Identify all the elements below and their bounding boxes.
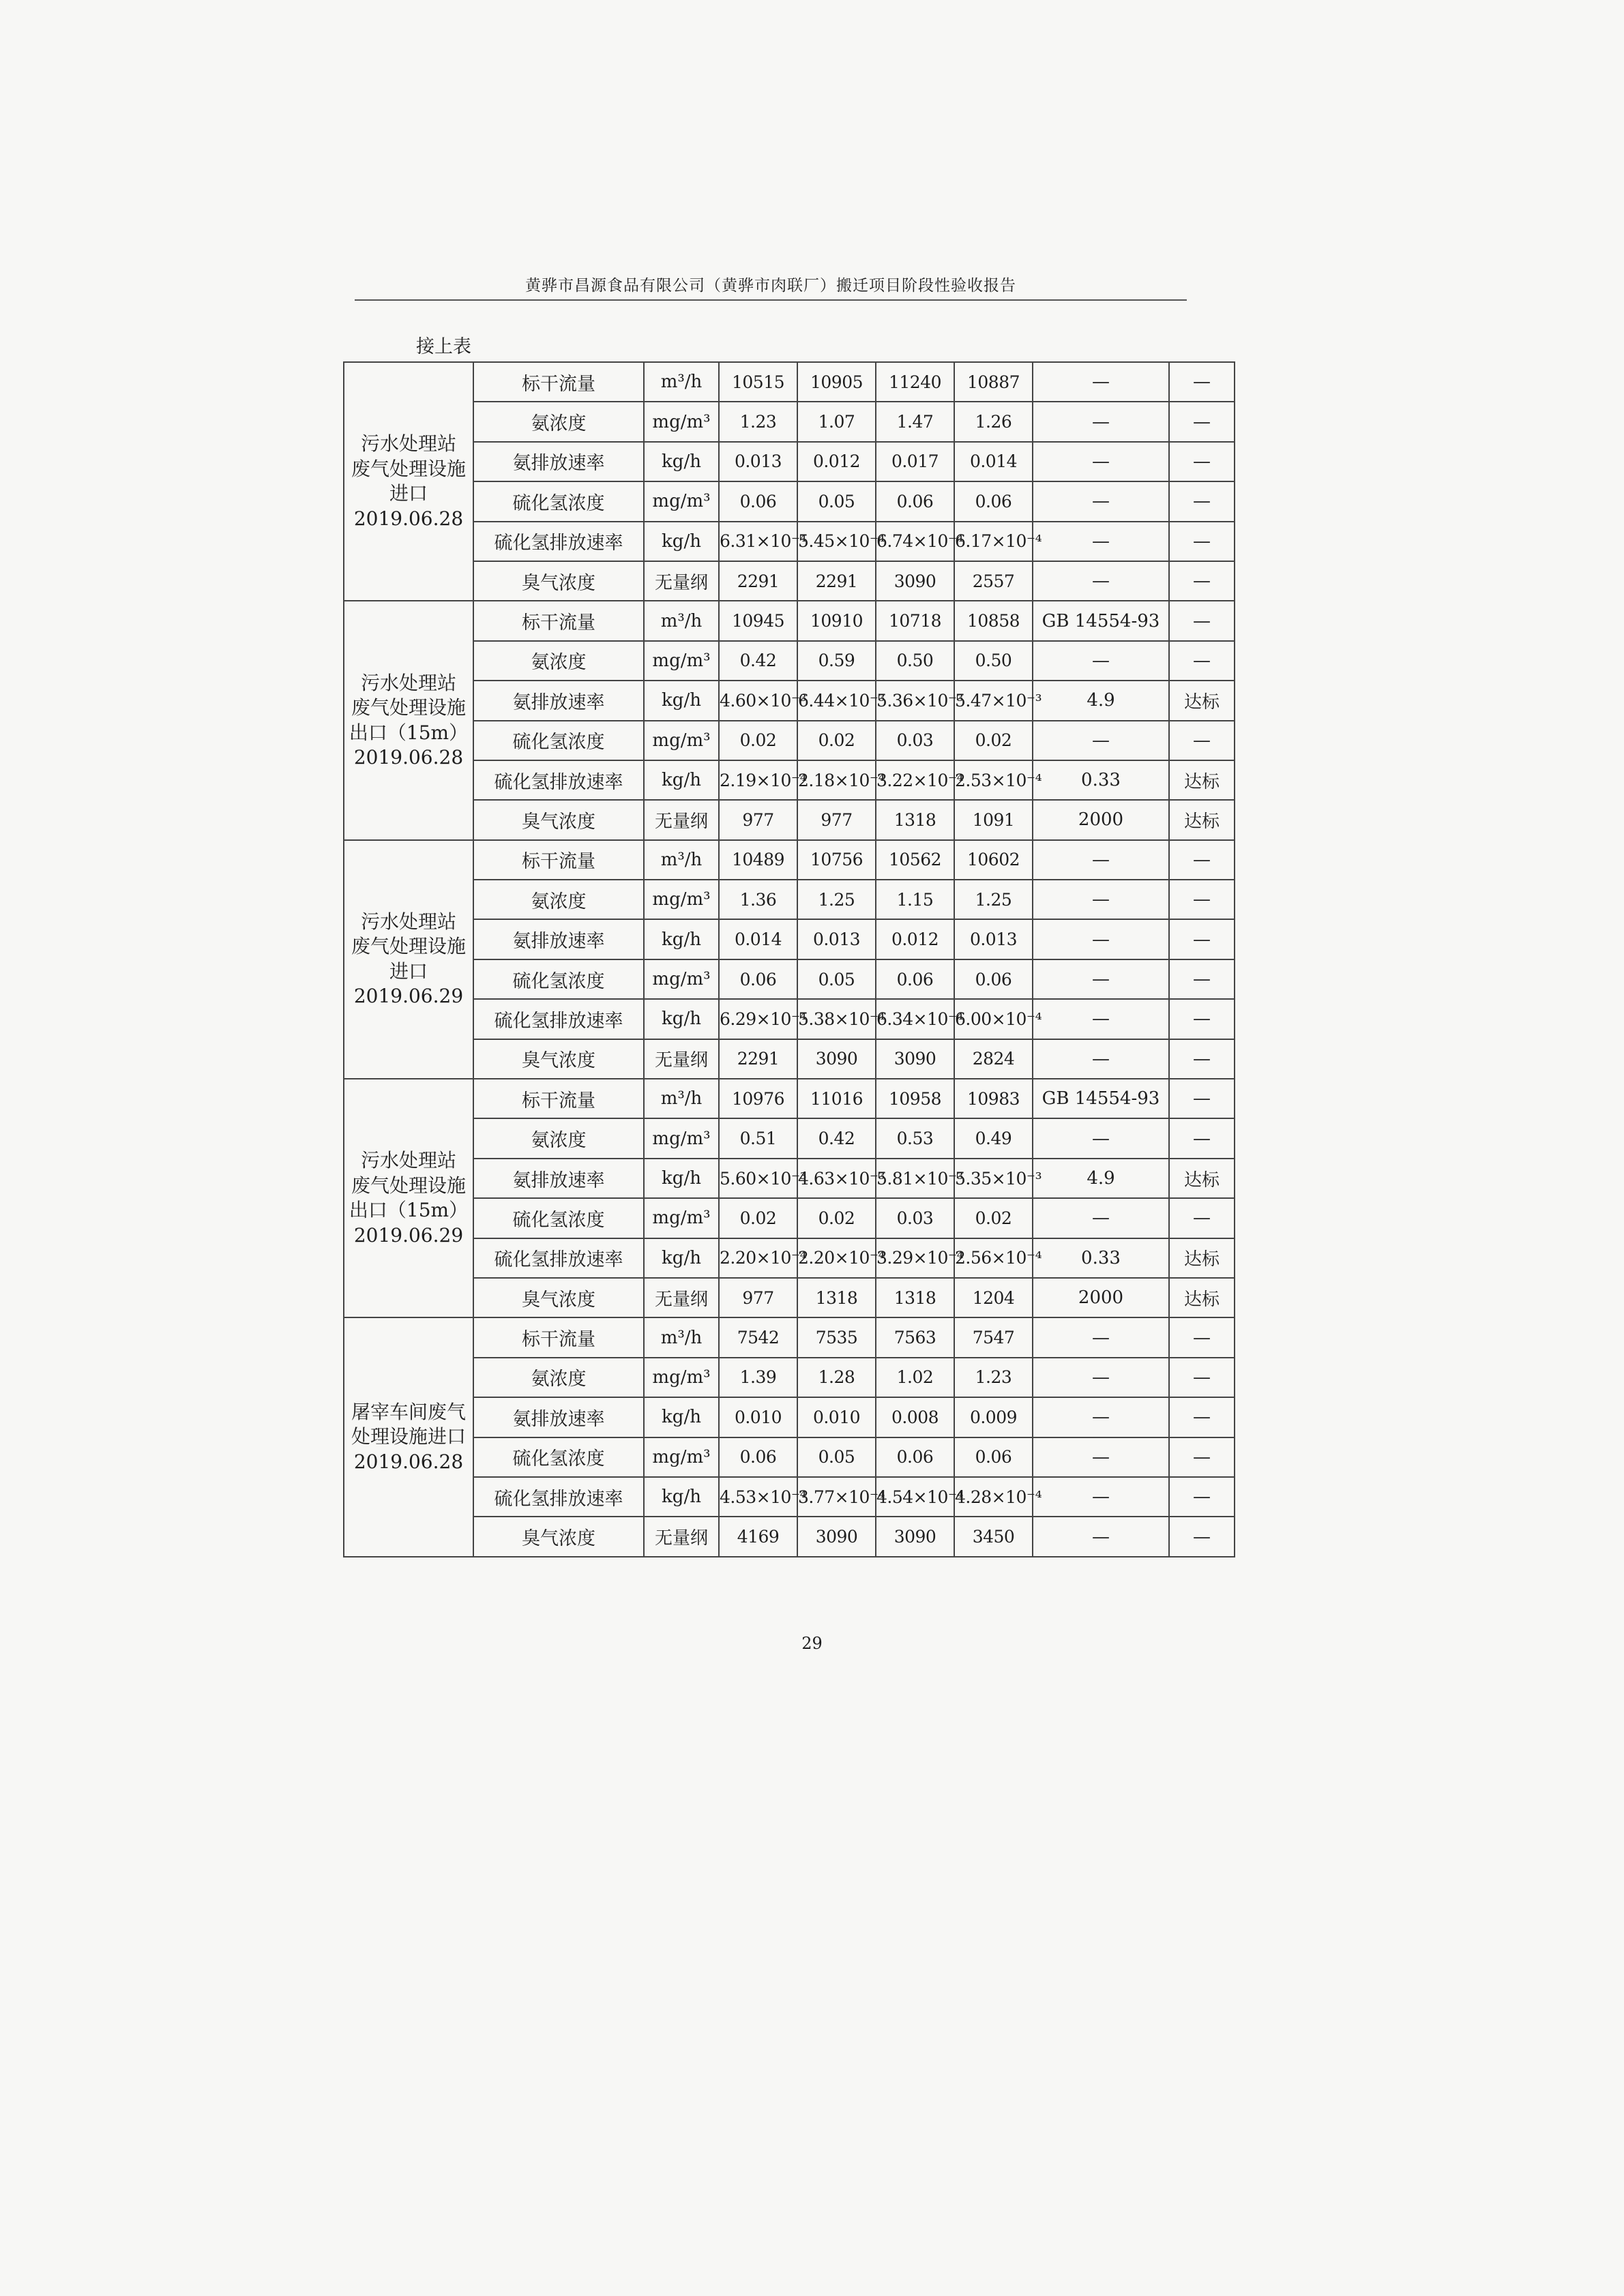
result-cell: — <box>1169 481 1235 521</box>
value-cell: 1.02 <box>876 1358 954 1397</box>
value-cell: 0.50 <box>954 641 1033 681</box>
value-cell: 3.22×10⁻⁴ <box>876 760 954 800</box>
value-cell: 0.06 <box>719 481 797 521</box>
unit-cell: 无量纲 <box>644 1517 719 1556</box>
value-cell: 0.06 <box>719 1437 797 1477</box>
value-cell: 0.06 <box>954 959 1033 999</box>
table-row <box>344 1198 1235 1238</box>
location-line: 废气处理设施 <box>351 935 466 958</box>
table-row <box>344 561 1235 601</box>
value-cell: 0.013 <box>719 442 797 481</box>
item-cell: 硫化氢浓度 <box>473 1437 644 1477</box>
monitoring-results-table <box>343 361 1235 1557</box>
value-cell: 977 <box>797 800 876 839</box>
value-cell: 0.05 <box>797 481 876 521</box>
location-cell <box>344 840 473 1079</box>
location-line: 污水处理站 <box>360 1149 456 1172</box>
standard-cell: — <box>1033 1118 1169 1158</box>
item-cell: 氨排放速率 <box>473 919 644 959</box>
value-cell: 10887 <box>954 362 1033 402</box>
unit-cell: kg/h <box>644 999 719 1039</box>
result-cell: — <box>1169 880 1235 919</box>
standard-cell: — <box>1033 1477 1169 1517</box>
unit-cell: mg/m³ <box>644 1198 719 1238</box>
standard-cell: 0.33 <box>1033 1238 1169 1278</box>
value-cell: 1.07 <box>797 402 876 441</box>
table-row <box>344 481 1235 521</box>
value-cell: 6.31×10⁻⁴ <box>719 522 797 561</box>
value-cell: 7535 <box>797 1317 876 1357</box>
unit-cell: kg/h <box>644 522 719 561</box>
result-cell: — <box>1169 999 1235 1039</box>
value-cell: 2557 <box>954 561 1033 601</box>
value-cell: 2291 <box>719 1039 797 1079</box>
unit-cell: mg/m³ <box>644 481 719 521</box>
result-cell: — <box>1169 402 1235 441</box>
value-cell: 5.35×10⁻³ <box>954 1159 1033 1198</box>
value-cell: 1091 <box>954 800 1033 839</box>
value-cell: 11240 <box>876 362 954 402</box>
table-row <box>344 362 1235 402</box>
value-cell: 0.06 <box>719 959 797 999</box>
item-cell: 氨浓度 <box>473 880 644 919</box>
value-cell: 10718 <box>876 601 954 640</box>
location-line: 出口（15m） <box>349 721 469 744</box>
value-cell: 6.34×10⁻⁴ <box>876 999 954 1039</box>
result-cell: — <box>1169 1317 1235 1357</box>
value-cell: 0.06 <box>954 1437 1033 1477</box>
value-cell: 7563 <box>876 1317 954 1357</box>
value-cell: 10910 <box>797 601 876 640</box>
standard-cell: — <box>1033 442 1169 481</box>
value-cell: 0.009 <box>954 1397 1033 1437</box>
item-cell: 臭气浓度 <box>473 1039 644 1079</box>
standard-cell: — <box>1033 522 1169 561</box>
table-row <box>344 1159 1235 1198</box>
result-cell: — <box>1169 1437 1235 1477</box>
result-cell: — <box>1169 561 1235 601</box>
unit-cell: mg/m³ <box>644 1358 719 1397</box>
value-cell: 1.36 <box>719 880 797 919</box>
value-cell: 11016 <box>797 1079 876 1118</box>
value-cell: 3090 <box>876 1039 954 1079</box>
value-cell: 1318 <box>876 800 954 839</box>
unit-cell: kg/h <box>644 442 719 481</box>
value-cell: 0.59 <box>797 641 876 681</box>
value-cell: 10858 <box>954 601 1033 640</box>
unit-cell: 无量纲 <box>644 1039 719 1079</box>
table-row <box>344 959 1235 999</box>
standard-cell: — <box>1033 959 1169 999</box>
value-cell: 0.02 <box>719 721 797 760</box>
value-cell: 0.017 <box>876 442 954 481</box>
unit-cell: m³/h <box>644 601 719 640</box>
value-cell: 4.53×10⁻⁴ <box>719 1477 797 1517</box>
unit-cell: 无量纲 <box>644 800 719 839</box>
value-cell: 2.19×10⁻⁴ <box>719 760 797 800</box>
result-cell: — <box>1169 1118 1235 1158</box>
value-cell: 1318 <box>797 1278 876 1317</box>
table-row <box>344 1118 1235 1158</box>
value-cell: 7542 <box>719 1317 797 1357</box>
value-cell: 2291 <box>719 561 797 601</box>
unit-cell: m³/h <box>644 840 719 880</box>
location-line: 废气处理设施 <box>351 1174 466 1197</box>
table-row <box>344 999 1235 1039</box>
page-header: 黄骅市昌源食品有限公司（黄骅市肉联厂）搬迁项目阶段性验收报告 <box>355 273 1187 301</box>
value-cell: 0.014 <box>954 442 1033 481</box>
standard-cell: — <box>1033 1039 1169 1079</box>
value-cell: 0.02 <box>719 1198 797 1238</box>
value-cell: 10905 <box>797 362 876 402</box>
result-cell: — <box>1169 959 1235 999</box>
location-line: 处理设施进口 <box>351 1425 466 1448</box>
value-cell: 0.02 <box>797 721 876 760</box>
value-cell: 6.00×10⁻⁴ <box>954 999 1033 1039</box>
result-cell: — <box>1169 442 1235 481</box>
value-cell: 10958 <box>876 1079 954 1118</box>
unit-cell: 无量纲 <box>644 1278 719 1317</box>
item-cell: 硫化氢排放速率 <box>473 760 644 800</box>
item-cell: 硫化氢浓度 <box>473 721 644 760</box>
result-cell: 达标 <box>1169 1159 1235 1198</box>
value-cell: 0.03 <box>876 1198 954 1238</box>
result-cell: — <box>1169 1358 1235 1397</box>
standard-cell: 4.9 <box>1033 681 1169 720</box>
value-cell: 2.20×10⁻⁴ <box>719 1238 797 1278</box>
standard-cell: — <box>1033 561 1169 601</box>
unit-cell: m³/h <box>644 1317 719 1357</box>
item-cell: 标干流量 <box>473 840 644 880</box>
value-cell: 1.15 <box>876 880 954 919</box>
location-line: 污水处理站 <box>360 671 456 694</box>
result-cell: — <box>1169 1198 1235 1238</box>
value-cell: 6.74×10⁻⁴ <box>876 522 954 561</box>
location-line: 2019.06.28 <box>353 507 464 530</box>
standard-cell: — <box>1033 1437 1169 1477</box>
value-cell: 0.42 <box>719 641 797 681</box>
table-row <box>344 1238 1235 1278</box>
item-cell: 氨排放速率 <box>473 1397 644 1437</box>
value-cell: 4.60×10⁻³ <box>719 681 797 720</box>
item-cell: 标干流量 <box>473 601 644 640</box>
location-line: 2019.06.29 <box>353 985 464 1008</box>
value-cell: 2.53×10⁻⁴ <box>954 760 1033 800</box>
value-cell: 0.010 <box>719 1397 797 1437</box>
value-cell: 0.05 <box>797 959 876 999</box>
location-line: 2019.06.29 <box>353 1223 464 1247</box>
standard-cell: — <box>1033 880 1169 919</box>
value-cell: 0.013 <box>954 919 1033 959</box>
value-cell: 10515 <box>719 362 797 402</box>
standard-cell: — <box>1033 1317 1169 1357</box>
value-cell: 10983 <box>954 1079 1033 1118</box>
unit-cell: mg/m³ <box>644 880 719 919</box>
value-cell: 10489 <box>719 840 797 880</box>
value-cell: 2.20×10⁻⁴ <box>797 1238 876 1278</box>
result-cell: — <box>1169 1039 1235 1079</box>
value-cell: 4.63×10⁻³ <box>797 1159 876 1198</box>
value-cell: 1204 <box>954 1278 1033 1317</box>
item-cell: 硫化氢浓度 <box>473 481 644 521</box>
unit-cell: mg/m³ <box>644 641 719 681</box>
value-cell: 0.02 <box>954 1198 1033 1238</box>
location-line: 废气处理设施 <box>351 696 466 719</box>
standard-cell: GB 14554-93 <box>1033 1079 1169 1118</box>
value-cell: 6.17×10⁻⁴ <box>954 522 1033 561</box>
result-cell: 达标 <box>1169 1278 1235 1317</box>
value-cell: 977 <box>719 1278 797 1317</box>
standard-cell: — <box>1033 1198 1169 1238</box>
value-cell: 2291 <box>797 561 876 601</box>
result-cell: — <box>1169 1079 1235 1118</box>
standard-cell: — <box>1033 1517 1169 1556</box>
unit-cell: kg/h <box>644 919 719 959</box>
value-cell: 10602 <box>954 840 1033 880</box>
result-cell: — <box>1169 1517 1235 1556</box>
item-cell: 臭气浓度 <box>473 800 644 839</box>
value-cell: 1.47 <box>876 402 954 441</box>
location-line: 出口（15m） <box>349 1199 469 1222</box>
table-row <box>344 1079 1235 1118</box>
unit-cell: kg/h <box>644 1159 719 1198</box>
standard-cell: — <box>1033 1358 1169 1397</box>
location-line: 屠宰车间废气 <box>351 1400 466 1423</box>
value-cell: 0.013 <box>797 919 876 959</box>
unit-cell: m³/h <box>644 1079 719 1118</box>
item-cell: 氨排放速率 <box>473 681 644 720</box>
value-cell: 0.03 <box>876 721 954 760</box>
unit-cell: kg/h <box>644 1397 719 1437</box>
value-cell: 3.77×10⁻⁴ <box>797 1477 876 1517</box>
item-cell: 臭气浓度 <box>473 561 644 601</box>
standard-cell: 2000 <box>1033 1278 1169 1317</box>
value-cell: 3090 <box>876 1517 954 1556</box>
unit-cell: mg/m³ <box>644 1437 719 1477</box>
value-cell: 6.29×10⁻⁴ <box>719 999 797 1039</box>
unit-cell: m³/h <box>644 362 719 402</box>
standard-cell: — <box>1033 481 1169 521</box>
unit-cell: 无量纲 <box>644 561 719 601</box>
result-cell: — <box>1169 919 1235 959</box>
unit-cell: kg/h <box>644 760 719 800</box>
value-cell: 5.47×10⁻³ <box>954 681 1033 720</box>
table-row <box>344 721 1235 760</box>
table-row <box>344 681 1235 720</box>
table-row <box>344 1517 1235 1556</box>
standard-cell: 0.33 <box>1033 760 1169 800</box>
value-cell: 1318 <box>876 1278 954 1317</box>
value-cell: 10945 <box>719 601 797 640</box>
item-cell: 标干流量 <box>473 362 644 402</box>
unit-cell: mg/m³ <box>644 402 719 441</box>
unit-cell: mg/m³ <box>644 1118 719 1158</box>
value-cell: 0.012 <box>876 919 954 959</box>
table-row <box>344 522 1235 561</box>
value-cell: 0.06 <box>876 959 954 999</box>
value-cell: 0.06 <box>954 481 1033 521</box>
value-cell: 1.28 <box>797 1358 876 1397</box>
value-cell: 1.23 <box>719 402 797 441</box>
value-cell: 977 <box>719 800 797 839</box>
table-row <box>344 601 1235 640</box>
value-cell: 3.29×10⁻⁴ <box>876 1238 954 1278</box>
value-cell: 0.49 <box>954 1118 1033 1158</box>
table-row <box>344 919 1235 959</box>
value-cell: 0.010 <box>797 1397 876 1437</box>
location-line: 废气处理设施 <box>351 457 466 480</box>
item-cell: 氨排放速率 <box>473 1159 644 1198</box>
value-cell: 6.44×10⁻³ <box>797 681 876 720</box>
result-cell: — <box>1169 721 1235 760</box>
item-cell: 硫化氢排放速率 <box>473 522 644 561</box>
standard-cell: — <box>1033 402 1169 441</box>
value-cell: 0.05 <box>797 1437 876 1477</box>
value-cell: 0.012 <box>797 442 876 481</box>
value-cell: 5.45×10⁻⁴ <box>797 522 876 561</box>
table-row <box>344 1358 1235 1397</box>
unit-cell: mg/m³ <box>644 721 719 760</box>
location-line: 污水处理站 <box>360 432 456 456</box>
value-cell: 4.28×10⁻⁴ <box>954 1477 1033 1517</box>
value-cell: 10976 <box>719 1079 797 1118</box>
continued-table-label: 接上表 <box>416 336 471 357</box>
standard-cell: — <box>1033 999 1169 1039</box>
item-cell: 硫化氢排放速率 <box>473 1238 644 1278</box>
value-cell: 0.02 <box>797 1198 876 1238</box>
standard-cell: — <box>1033 919 1169 959</box>
location-line: 进口 <box>389 959 428 983</box>
standard-cell: — <box>1033 1397 1169 1437</box>
item-cell: 硫化氢浓度 <box>473 959 644 999</box>
table-row <box>344 442 1235 481</box>
value-cell: 3090 <box>797 1517 876 1556</box>
result-cell: 达标 <box>1169 800 1235 839</box>
location-cell <box>344 1079 473 1317</box>
location-cell <box>344 1317 473 1556</box>
value-cell: 0.008 <box>876 1397 954 1437</box>
item-cell: 硫化氢排放速率 <box>473 1477 644 1517</box>
table-row <box>344 760 1235 800</box>
location-line: 2019.06.28 <box>353 745 464 769</box>
standard-cell: — <box>1033 641 1169 681</box>
value-cell: 1.23 <box>954 1358 1033 1397</box>
item-cell: 臭气浓度 <box>473 1517 644 1556</box>
item-cell: 标干流量 <box>473 1317 644 1357</box>
page-number: 29 <box>801 1634 823 1653</box>
standard-cell: — <box>1033 721 1169 760</box>
table-row <box>344 1317 1235 1357</box>
value-cell: 1.39 <box>719 1358 797 1397</box>
item-cell: 臭气浓度 <box>473 1278 644 1317</box>
result-cell: — <box>1169 1397 1235 1437</box>
value-cell: 1.26 <box>954 402 1033 441</box>
standard-cell: — <box>1033 362 1169 402</box>
table-row <box>344 880 1235 919</box>
item-cell: 氨浓度 <box>473 641 644 681</box>
result-cell: — <box>1169 840 1235 880</box>
table-row <box>344 1039 1235 1079</box>
unit-cell: kg/h <box>644 1477 719 1517</box>
standard-cell: 4.9 <box>1033 1159 1169 1198</box>
value-cell: 5.38×10⁻⁴ <box>797 999 876 1039</box>
item-cell: 氨排放速率 <box>473 442 644 481</box>
item-cell: 硫化氢浓度 <box>473 1198 644 1238</box>
unit-cell: kg/h <box>644 1238 719 1278</box>
result-cell: — <box>1169 362 1235 402</box>
result-cell: — <box>1169 601 1235 640</box>
standard-cell: 2000 <box>1033 800 1169 839</box>
value-cell: 5.81×10⁻³ <box>876 1159 954 1198</box>
table-row <box>344 800 1235 839</box>
value-cell: 1.25 <box>954 880 1033 919</box>
value-cell: 4169 <box>719 1517 797 1556</box>
value-cell: 3450 <box>954 1517 1033 1556</box>
location-cell <box>344 601 473 839</box>
value-cell: 10756 <box>797 840 876 880</box>
result-cell: 达标 <box>1169 1238 1235 1278</box>
standard-cell: — <box>1033 840 1169 880</box>
value-cell: 2.56×10⁻⁴ <box>954 1238 1033 1278</box>
value-cell: 4.54×10⁻⁴ <box>876 1477 954 1517</box>
result-cell: — <box>1169 641 1235 681</box>
value-cell: 0.06 <box>876 481 954 521</box>
location-line: 2019.06.28 <box>353 1450 464 1473</box>
table-row <box>344 840 1235 880</box>
result-cell: — <box>1169 1477 1235 1517</box>
value-cell: 0.53 <box>876 1118 954 1158</box>
location-cell <box>344 362 473 601</box>
value-cell: 2.18×10⁻⁴ <box>797 760 876 800</box>
location-line: 污水处理站 <box>360 910 456 934</box>
item-cell: 氨浓度 <box>473 1358 644 1397</box>
value-cell: 1.25 <box>797 880 876 919</box>
result-cell: — <box>1169 522 1235 561</box>
table-row <box>344 641 1235 681</box>
value-cell: 0.02 <box>954 721 1033 760</box>
item-cell: 氨浓度 <box>473 402 644 441</box>
table-row <box>344 1397 1235 1437</box>
item-cell: 氨浓度 <box>473 1118 644 1158</box>
value-cell: 3090 <box>876 561 954 601</box>
table-row <box>344 1278 1235 1317</box>
value-cell: 0.51 <box>719 1118 797 1158</box>
table-row <box>344 402 1235 441</box>
unit-cell: kg/h <box>644 681 719 720</box>
table-row <box>344 1477 1235 1517</box>
value-cell: 5.60×10⁻³ <box>719 1159 797 1198</box>
value-cell: 3090 <box>797 1039 876 1079</box>
value-cell: 0.06 <box>876 1437 954 1477</box>
table-row <box>344 1437 1235 1477</box>
item-cell: 标干流量 <box>473 1079 644 1118</box>
value-cell: 2824 <box>954 1039 1033 1079</box>
value-cell: 5.36×10⁻³ <box>876 681 954 720</box>
unit-cell: mg/m³ <box>644 959 719 999</box>
value-cell: 0.014 <box>719 919 797 959</box>
value-cell: 10562 <box>876 840 954 880</box>
item-cell: 硫化氢排放速率 <box>473 999 644 1039</box>
result-cell: 达标 <box>1169 760 1235 800</box>
location-line: 进口 <box>389 482 428 505</box>
result-cell: 达标 <box>1169 681 1235 720</box>
standard-cell: GB 14554-93 <box>1033 601 1169 640</box>
value-cell: 0.50 <box>876 641 954 681</box>
value-cell: 7547 <box>954 1317 1033 1357</box>
value-cell: 0.42 <box>797 1118 876 1158</box>
